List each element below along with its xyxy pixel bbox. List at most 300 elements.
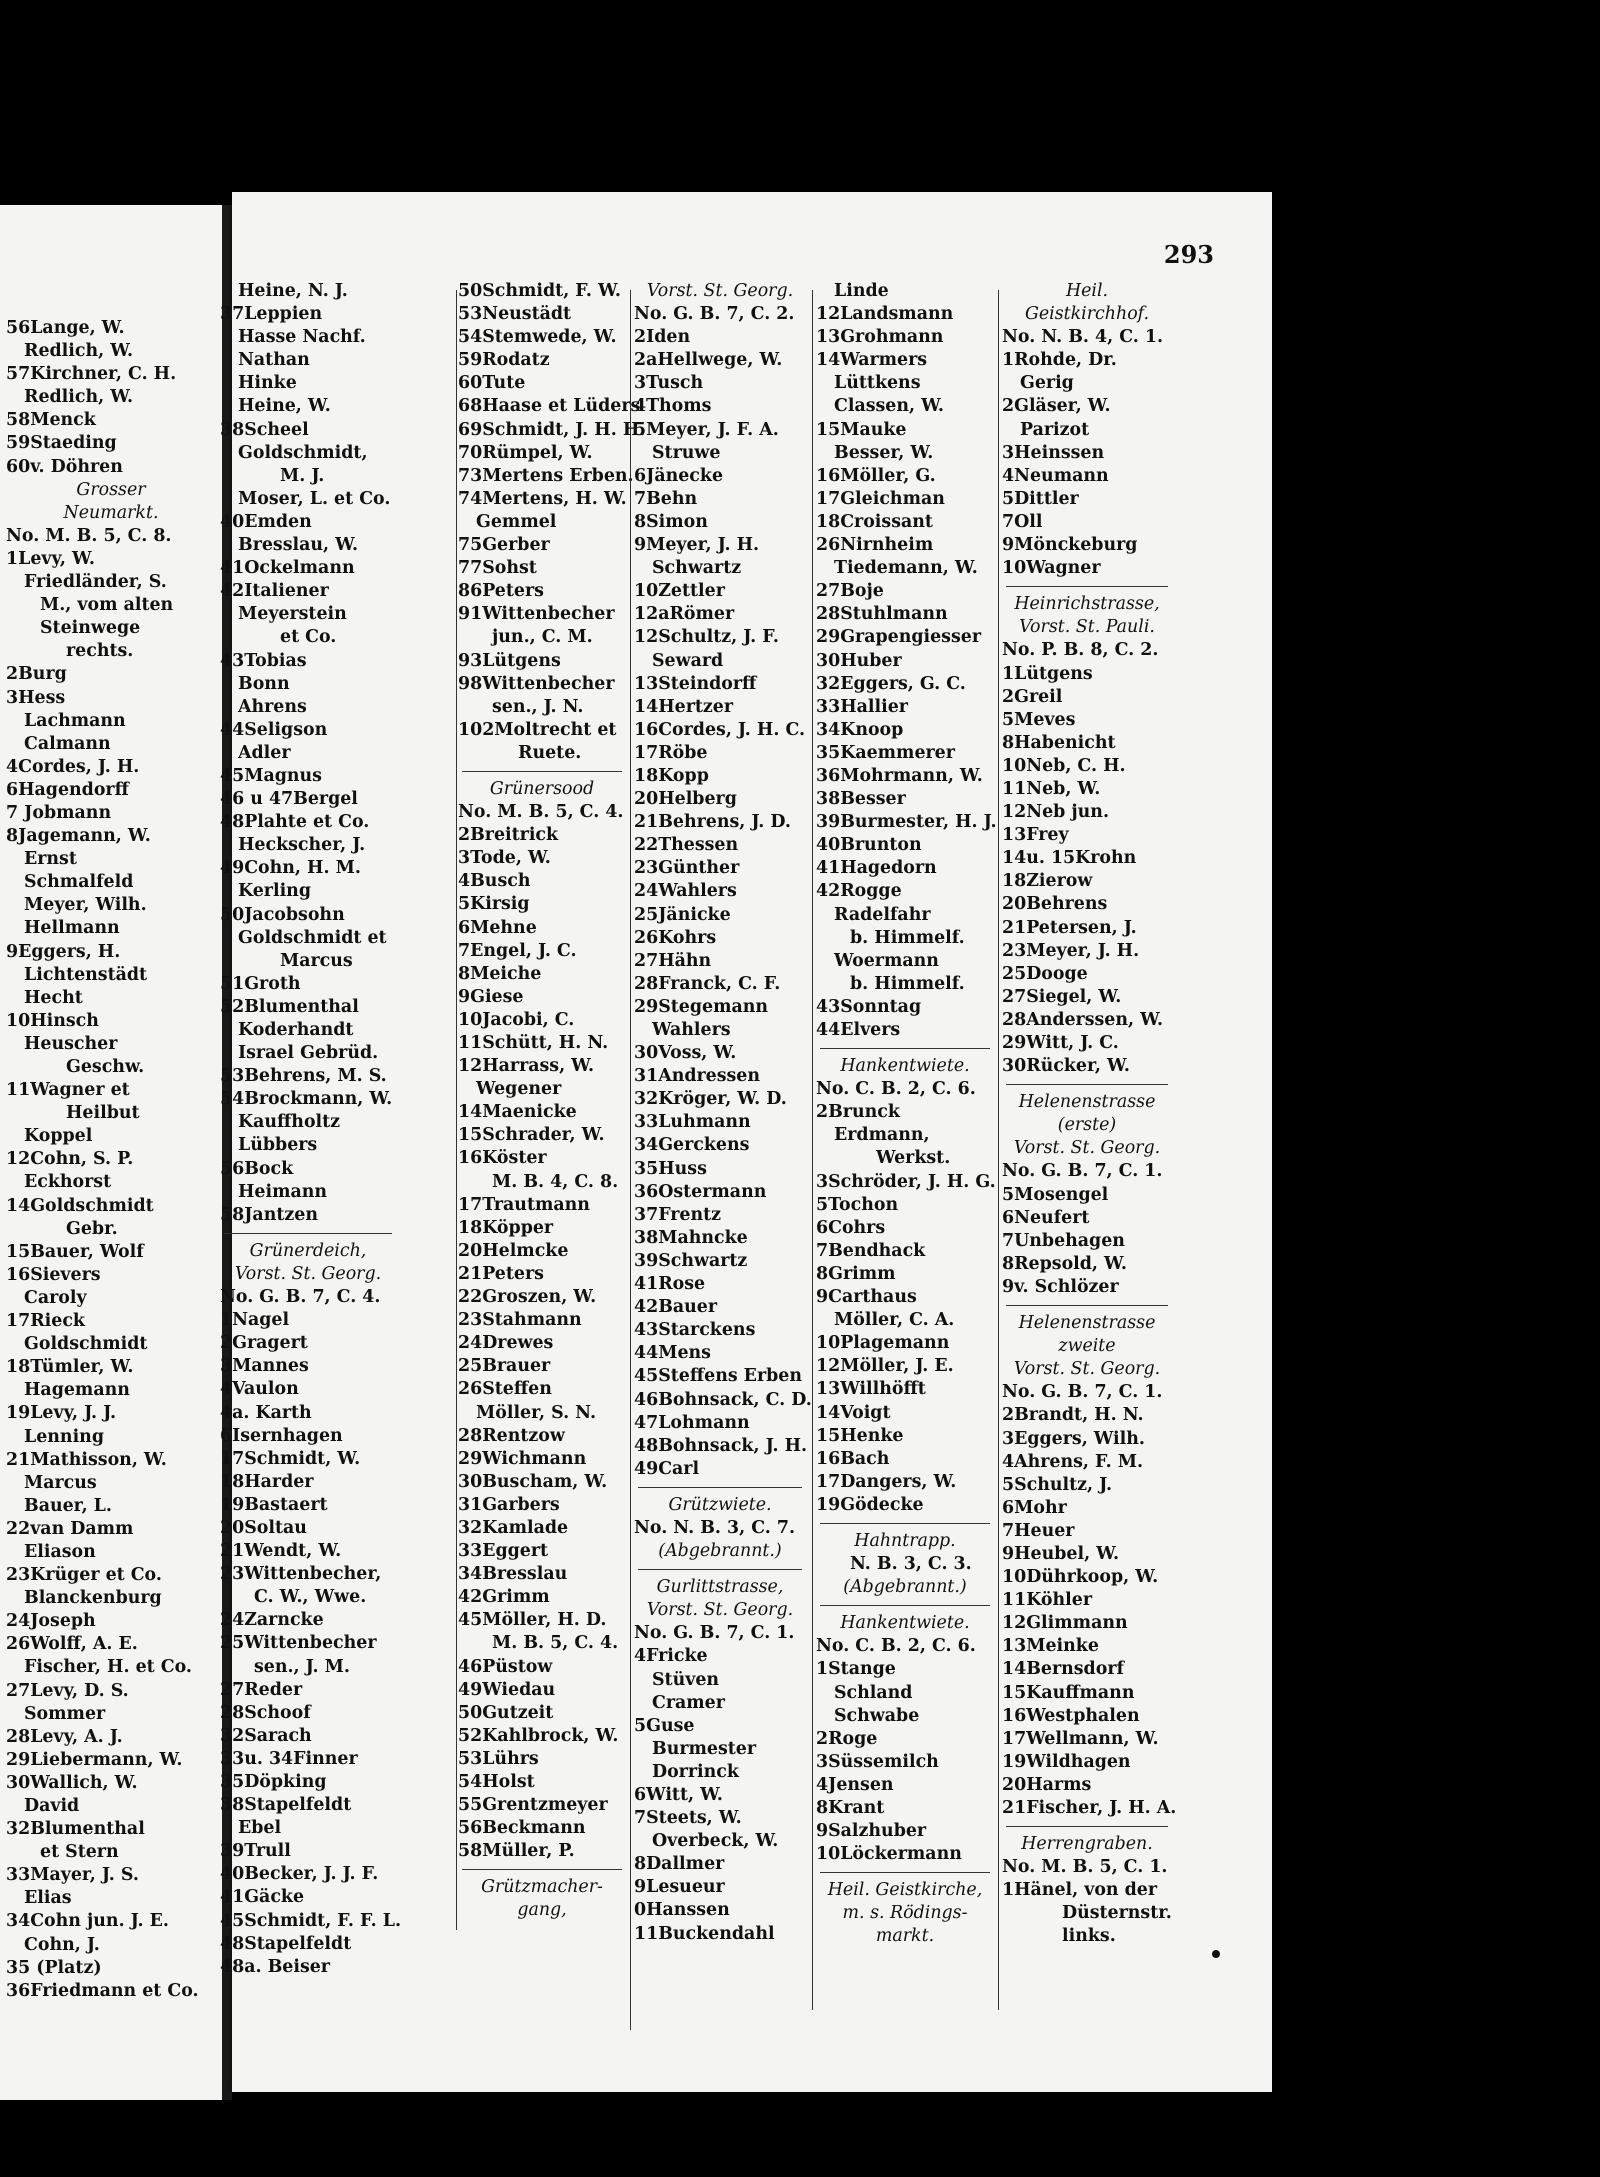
right-page — [220, 192, 1272, 2092]
directory-column-3 — [634, 280, 812, 1946]
directory-entry: 19Gödecke — [816, 1494, 924, 1515]
directory-entry: M. B. 5, C. 4. — [492, 1633, 619, 1654]
directory-entry: Ruete. — [518, 742, 582, 763]
directory-entry: Hagemann — [24, 1380, 130, 1401]
directory-entry: 18Köpper — [458, 1217, 554, 1238]
directory-entry: links. — [1062, 1926, 1116, 1947]
directory-entry: Heckscher, J. — [238, 835, 366, 856]
directory-entry: 6Hagendorff — [6, 779, 129, 800]
ink-dot — [1212, 1950, 1220, 1958]
directory-entry: 7Unbehagen — [1002, 1230, 1125, 1251]
directory-entry: 17Wellmann, W. — [1002, 1728, 1159, 1749]
directory-entry: 9Heubel, W. — [1002, 1543, 1120, 1564]
directory-entry: Ebel — [238, 1818, 282, 1839]
directory-entry: 4Busch — [458, 871, 531, 892]
directory-entry: 11Neb, W. — [1002, 778, 1101, 799]
directory-entry: 12aRömer — [634, 604, 735, 625]
directory-entry: 5Mosengel — [1002, 1184, 1109, 1205]
directory-entry: 12Glimmann — [1002, 1613, 1128, 1634]
directory-entry: 70Rümpel, W. — [458, 442, 593, 463]
directory-entry: 40Brunton — [816, 835, 922, 856]
directory-entry: Israel Gebrüd. — [238, 1043, 379, 1064]
directory-entry: 74Mertens, H. W. — [458, 488, 627, 509]
directory-entry: David — [24, 1796, 80, 1816]
directory-entry: 42Rogge — [816, 881, 902, 902]
directory-entry: 59Staeding — [6, 433, 117, 454]
directory-entry: 42Grimm — [458, 1587, 550, 1608]
section-rule — [820, 1523, 990, 1524]
directory-entry: 1Hänel, von der — [1002, 1880, 1158, 1901]
directory-entry: 33Hallier — [816, 696, 908, 717]
street-heading: Grünersood — [489, 778, 595, 799]
directory-entry: Lichtenstädt — [24, 964, 148, 985]
directory-entry: 56Lange, W. — [6, 318, 125, 338]
directory-entry: No. G. B. 7, C. 2. — [634, 304, 795, 325]
directory-entry: 25Jänicke — [634, 904, 731, 925]
directory-entry: 9Lesueur — [634, 1877, 725, 1898]
directory-entry: 26Steffen — [458, 1379, 552, 1400]
directory-entry: No. G. B. 7, C. 4. — [220, 1287, 381, 1308]
directory-entry: Seward — [652, 650, 724, 671]
directory-entry: 5Guse — [634, 1715, 695, 1736]
directory-entry: 45Schmidt, F. F. L. — [220, 1910, 401, 1931]
directory-entry: Friedländer, S. — [24, 572, 167, 593]
directory-entry: 1Levy, W. — [6, 548, 95, 569]
directory-entry: 8Krant — [816, 1798, 885, 1818]
directory-entry: 6Jänecke — [634, 465, 724, 486]
directory-entry: 16Westphalen — [1002, 1705, 1140, 1726]
directory-entry: 28Levy, A. J. — [6, 1726, 123, 1747]
directory-entry: No. M. B. 5, C. 1. — [1002, 1857, 1168, 1878]
directory-entry: 41Gäcke — [220, 1887, 305, 1908]
directory-entry: 44Elvers — [816, 1020, 901, 1040]
section-rule — [1006, 1084, 1168, 1085]
street-heading: (erste) — [1057, 1115, 1117, 1136]
directory-entry: 23Krüger et Co. — [6, 1565, 162, 1586]
directory-entry: 98Wittenbecher — [458, 673, 615, 694]
directory-entry: 39Schwartz — [634, 1250, 748, 1271]
directory-entry: 11Wagner et — [6, 1080, 130, 1101]
directory-entry: b. Himmelf. — [850, 927, 965, 948]
street-heading: zweite — [1058, 1336, 1116, 1357]
directory-entry: Bauer, L. — [24, 1495, 112, 1516]
directory-column-4 — [816, 280, 997, 1949]
directory-entry: 4a. Karth — [220, 1402, 312, 1423]
directory-entry: 45Steffens Erben — [634, 1366, 802, 1387]
street-heading: Grützwiete. — [668, 1494, 772, 1515]
directory-entry: 24Wahlers — [634, 881, 737, 902]
directory-entry: 2Burg — [6, 664, 67, 685]
street-heading: Hahntrapp. — [854, 1530, 956, 1551]
directory-entry: 53Neustädt — [458, 304, 572, 325]
directory-entry: 18Tümler, W. — [6, 1357, 134, 1378]
directory-entry: 49Wiedau — [458, 1679, 556, 1700]
directory-entry: 56Beckmann — [458, 1818, 586, 1839]
directory-entry: 6Isernhagen — [220, 1425, 343, 1446]
section-rule — [1006, 586, 1168, 587]
directory-entry: 8Simon — [634, 511, 708, 532]
directory-entry: 9Carthaus — [816, 1287, 917, 1308]
directory-entry: Elias — [24, 1888, 72, 1909]
directory-entry: 23Meyer, J. H. — [1002, 940, 1140, 961]
street-heading: Heinrichstrasse, — [1014, 594, 1160, 615]
street-heading: Hankentwiete. — [840, 1613, 970, 1634]
directory-entry: 49Cohn, H. M. — [220, 858, 361, 879]
street-heading: Vorst. St. Georg. — [1013, 1359, 1161, 1380]
directory-entry: No. M. B. 5, C. 4. — [458, 802, 624, 823]
directory-entry: Heine, N. J. — [238, 281, 348, 301]
column-divider — [456, 290, 457, 1930]
directory-entry: 4Fricke — [634, 1646, 708, 1667]
directory-entry: 34Cohn jun. J. E. — [6, 1911, 169, 1932]
directory-column-5 — [1002, 280, 1177, 1949]
directory-entry: Düsternstr. — [1062, 1903, 1172, 1924]
directory-entry: Woermann — [834, 950, 939, 971]
directory-entry: 2Iden — [634, 327, 691, 348]
directory-entry: 2Brandt, H. N. — [1002, 1405, 1144, 1426]
directory-entry: 36Friedmann et Co. — [6, 1980, 199, 2001]
directory-entry: 6Neufert — [1002, 1207, 1090, 1228]
directory-entry: 8Dallmer — [634, 1854, 725, 1875]
directory-entry: Heilbut — [66, 1103, 140, 1124]
directory-entry: 16Köster — [458, 1148, 547, 1169]
directory-entry: Classen, W. — [834, 396, 944, 417]
directory-entry: Gemmel — [476, 511, 557, 532]
directory-column-2 — [458, 280, 646, 1923]
directory-entry: 51Groth — [220, 973, 301, 994]
directory-entry: Bonn — [238, 673, 290, 694]
directory-entry: 52Kahlbrock, W. — [458, 1725, 619, 1746]
directory-entry: 32Eggers, G. C. — [816, 673, 966, 694]
directory-entry: Stüven — [652, 1669, 720, 1690]
column-divider — [630, 290, 631, 2030]
street-heading: Hankentwiete. — [840, 1056, 970, 1077]
directory-entry: No. N. B. 4, C. 1. — [1002, 327, 1164, 348]
directory-entry: Koderhandt — [238, 1020, 354, 1040]
directory-entry: Tiedemann, W. — [834, 558, 978, 579]
directory-entry: 8Grimm — [816, 1263, 896, 1284]
directory-entry: 69Schmidt, J. H. H. — [458, 419, 646, 440]
directory-entry: 31Garbers — [458, 1494, 560, 1515]
directory-entry: 3Hess — [6, 687, 66, 708]
directory-entry: 25Wittenbecher — [220, 1633, 377, 1654]
directory-entry: 3Schröder, J. H. G. — [816, 1171, 996, 1192]
directory-entry: 93Lütgens — [458, 650, 561, 671]
directory-entry: Lübbers — [238, 1135, 318, 1156]
directory-entry: 59Rodatz — [458, 350, 550, 371]
directory-entry: 25Dooge — [1002, 963, 1088, 984]
street-heading: Grünerdeich, — [249, 1240, 367, 1261]
directory-entry: 38Scheel — [220, 419, 309, 440]
directory-entry: 47Lohmann — [634, 1412, 750, 1433]
street-heading: Vorst. St. Georg. — [646, 281, 794, 301]
directory-entry: Ahrens — [238, 696, 307, 717]
directory-entry: 8Meiche — [458, 963, 542, 984]
directory-entry: 2aHellwege, W. — [634, 350, 783, 371]
directory-entry: Hasse Nachf. — [238, 327, 366, 348]
directory-entry: 35Kaemmerer — [816, 742, 955, 763]
directory-entry: 20Soltau — [220, 1517, 307, 1538]
directory-entry: 12Möller, J. E. — [816, 1356, 954, 1377]
directory-entry: 57Kirchner, C. H. — [6, 364, 177, 385]
section-rule — [1006, 1305, 1168, 1306]
street-heading: Vorst. St. Georg. — [234, 1263, 382, 1284]
directory-entry: 14u. 15Krohn — [1002, 848, 1137, 869]
directory-entry: 33u. 34Finner — [220, 1748, 358, 1769]
directory-entry: 13Steindorff — [634, 673, 757, 694]
section-rule — [820, 1872, 990, 1873]
directory-entry: 17Dangers, W. — [816, 1471, 957, 1492]
directory-entry: 2Roge — [816, 1728, 878, 1749]
directory-entry: 33Mayer, J. S. — [6, 1865, 139, 1886]
directory-entry: 27Reder — [220, 1679, 303, 1700]
directory-entry: 25Brauer — [458, 1356, 551, 1377]
directory-entry: Schmalfeld — [24, 872, 134, 893]
directory-entry: 27Boje — [816, 581, 884, 602]
directory-entry: 29Stegemann — [634, 996, 769, 1017]
street-heading: (Abgebrannt.) — [843, 1577, 967, 1598]
directory-entry: 50Gutzeit — [458, 1702, 554, 1723]
directory-entry: et Stern — [40, 1842, 119, 1863]
directory-entry: 30Rücker, W. — [1002, 1056, 1130, 1077]
directory-entry: Ernst — [24, 849, 77, 870]
directory-entry: 53Behrens, M. S. — [220, 1066, 387, 1087]
directory-entry: 7Engel, J. C. — [458, 940, 577, 961]
directory-entry: rechts. — [66, 641, 134, 662]
directory-entry: Gerig — [1020, 373, 1074, 394]
directory-entry: 48Plahte et Co. — [220, 812, 370, 833]
directory-entry: 1Nagel — [220, 1310, 290, 1331]
directory-entry: 20Helberg — [634, 789, 737, 810]
directory-entry: 77Sohst — [458, 558, 537, 579]
directory-entry: 68Haase et Lüders — [458, 396, 641, 417]
directory-entry: 60v. Döhren — [6, 456, 123, 477]
directory-entry: 38Stapelfeldt — [220, 1795, 352, 1816]
directory-entry: M. B. 4, C. 8. — [492, 1171, 619, 1192]
directory-entry: 10Hinsch — [6, 1010, 99, 1031]
directory-entry: Moser, L. et Co. — [238, 488, 391, 509]
directory-entry: 24Zarncke — [220, 1610, 324, 1631]
directory-entry: 5Tochon — [816, 1194, 899, 1215]
directory-entry: 14Goldschmidt — [6, 1195, 154, 1216]
directory-entry: Struwe — [652, 442, 721, 463]
directory-entry: Linde — [834, 281, 889, 301]
directory-entry: 2Gragert — [220, 1333, 308, 1354]
directory-entry: 91Wittenbecher — [458, 604, 615, 625]
directory-entry: 2Brunck — [816, 1102, 900, 1123]
street-heading: Herrengraben. — [1021, 1834, 1153, 1855]
directory-entry: 30Buscham, W. — [458, 1471, 608, 1492]
directory-entry: 39Trull — [220, 1841, 291, 1862]
directory-entry: 17Schmidt, W. — [220, 1448, 361, 1469]
directory-entry: 4Vaulon — [220, 1379, 299, 1400]
directory-entry: 44Mens — [634, 1343, 711, 1364]
directory-entry: Erdmann, — [834, 1125, 930, 1146]
directory-entry: Möller, C. A. — [834, 1310, 955, 1331]
directory-entry: 45Möller, H. D. — [458, 1610, 607, 1631]
directory-entry: 20Behrens — [1002, 894, 1108, 915]
directory-entry: 14Bernsdorf — [1002, 1659, 1124, 1680]
directory-entry: Marcus — [280, 950, 353, 971]
directory-entry: sen., J. N. — [492, 696, 584, 717]
directory-entry: 36Ostermann — [634, 1181, 767, 1202]
directory-entry: N. B. 3, C. 3. — [850, 1554, 972, 1575]
directory-entry: 33Eggert — [458, 1541, 549, 1562]
directory-entry: 28Rentzow — [458, 1425, 565, 1446]
directory-entry: Fischer, H. et Co. — [24, 1657, 192, 1678]
directory-entry: 21Fischer, J. H. A. — [1002, 1798, 1177, 1818]
directory-entry: Besser, W. — [834, 442, 934, 463]
directory-entry: Heine, W. — [238, 396, 331, 417]
street-heading: markt. — [875, 1926, 935, 1947]
directory-entry: 10Neb, C. H. — [1002, 755, 1126, 776]
directory-entry: 29Wichmann — [458, 1448, 587, 1469]
directory-entry: No. N. B. 3, C. 7. — [634, 1517, 796, 1538]
directory-entry: Bresslau, W. — [238, 535, 359, 556]
directory-entry: 12Schultz, J. F. — [634, 627, 779, 648]
directory-entry: 1Stange — [816, 1659, 896, 1680]
directory-entry: 29Witt, J. C. — [1002, 1033, 1119, 1053]
directory-entry: 4Neumann — [1002, 465, 1109, 486]
directory-entry: 6Witt, W. — [634, 1785, 723, 1805]
directory-entry: Hinke — [238, 373, 297, 394]
directory-column-1 — [220, 280, 401, 1979]
directory-entry: 21Mathisson, W. — [6, 1449, 167, 1470]
directory-entry: 9Mönckeburg — [1002, 535, 1138, 556]
directory-entry: Overbeck, W. — [652, 1831, 779, 1852]
directory-entry: 9Salzhuber — [816, 1821, 927, 1842]
street-heading: m. s. Rödings- — [842, 1903, 968, 1924]
directory-entry: 15Kauffmann — [1002, 1682, 1135, 1703]
directory-entry: 29Grapengiesser — [816, 627, 981, 648]
street-heading: Geistkirchhof. — [1024, 304, 1150, 325]
directory-entry: 5Schultz, J. — [1002, 1474, 1113, 1495]
directory-entry: Goldschmidt — [24, 1334, 148, 1355]
directory-entry: 41Rose — [634, 1274, 706, 1295]
directory-entry: Hellmann — [24, 918, 120, 939]
directory-entry: 21Behrens, J. D. — [634, 812, 791, 833]
directory-entry: 14Warmers — [816, 350, 928, 371]
directory-entry: Kerling — [238, 881, 311, 902]
directory-entry: 16Möller, G. — [816, 465, 936, 486]
directory-entry: 4Jensen — [816, 1774, 894, 1795]
directory-entry: 17Gleichman — [816, 488, 945, 509]
left-page-column — [6, 317, 216, 2003]
directory-entry: 40Emden — [220, 511, 312, 532]
directory-entry: 13Grohmann — [816, 327, 944, 348]
directory-entry: Cohn, J. — [24, 1934, 100, 1955]
directory-entry: 11Köhler — [1002, 1590, 1093, 1611]
section-rule — [638, 1487, 802, 1488]
directory-entry: No. G. B. 7, C. 1. — [1002, 1382, 1163, 1403]
directory-entry: 18Kopp — [634, 765, 709, 786]
directory-entry: Calmann — [24, 733, 111, 754]
directory-entry: 12Neb jun. — [1002, 802, 1110, 823]
directory-entry: 17Röbe — [634, 742, 708, 763]
directory-entry: jun., C. M. — [492, 627, 593, 648]
directory-entry: M. J. — [280, 465, 325, 486]
directory-entry: 4Thoms — [634, 396, 712, 417]
section-rule — [462, 1869, 622, 1870]
street-heading: Gurlittstrasse, — [656, 1577, 784, 1598]
directory-entry: 42Bauer — [634, 1297, 718, 1318]
directory-entry: 54Brockmann, W. — [220, 1089, 393, 1110]
directory-entry: 34Bresslau — [458, 1564, 568, 1585]
directory-entry: 44Seligson — [220, 719, 328, 740]
street-heading: Helenenstrasse — [1018, 1092, 1156, 1113]
street-heading: Heil. Geistkirche, — [827, 1880, 983, 1901]
directory-entry: 12Cohn, S. P. — [6, 1149, 134, 1170]
directory-entry: Werkst. — [876, 1148, 951, 1169]
directory-entry: 37Frentz — [634, 1204, 722, 1225]
street-heading: Neumarkt. — [63, 502, 159, 523]
directory-entry: 46Püstow — [458, 1656, 553, 1677]
street-heading: gang, — [517, 1900, 567, 1921]
directory-entry: Goldschmidt et — [238, 927, 387, 948]
directory-entry: Schwartz — [652, 558, 742, 579]
directory-entry: 50Jacobsohn — [220, 904, 345, 925]
directory-entry: 102Moltrecht et — [458, 719, 617, 740]
directory-entry: 5Meves — [1002, 709, 1076, 730]
directory-entry: 15Bauer, Wolf — [6, 1241, 144, 1262]
column-divider — [812, 290, 813, 2010]
directory-entry: 35Döpking — [220, 1772, 327, 1792]
directory-entry: 13Meinke — [1002, 1636, 1099, 1657]
directory-entry: 16Cordes, J. H. C. — [634, 719, 806, 740]
directory-entry: 39Burmester, H. J. — [816, 812, 997, 833]
directory-entry: 14Hertzer — [634, 696, 733, 717]
directory-entry: Wegener — [476, 1079, 562, 1100]
directory-entry: 17Trautmann — [458, 1194, 590, 1215]
directory-entry: 27Levy, D. S. — [6, 1680, 129, 1701]
directory-entry: 3Süssemilch — [816, 1751, 939, 1772]
directory-entry: 52Blumenthal — [220, 996, 359, 1017]
directory-entry: 34Gerckens — [634, 1135, 750, 1156]
directory-entry: 32Blumenthal — [6, 1819, 145, 1840]
directory-entry: 24Joseph — [6, 1611, 96, 1632]
directory-entry: 18Croissant — [816, 511, 933, 532]
directory-entry: 28Schoof — [220, 1702, 311, 1723]
directory-entry: Kauffholtz — [238, 1112, 341, 1133]
directory-entry: 7Heuer — [1002, 1520, 1075, 1541]
directory-entry: Koppel — [24, 1126, 93, 1147]
directory-entry: 22Thessen — [634, 835, 739, 856]
directory-entry: 4Cordes, J. H. — [6, 756, 140, 777]
directory-entry: 50Schmidt, F. W. — [458, 281, 621, 301]
directory-entry: 23Günther — [634, 858, 740, 879]
directory-entry: 5Meyer, J. F. A. — [634, 419, 779, 440]
directory-entry: 18Zierow — [1002, 871, 1093, 892]
directory-entry: Adler — [238, 742, 291, 763]
directory-entry: 31Andressen — [634, 1066, 761, 1087]
directory-entry: 17Rieck — [6, 1311, 85, 1332]
directory-entry: 14Maenicke — [458, 1102, 577, 1123]
directory-entry: 32Kröger, W. D. — [634, 1089, 787, 1110]
directory-entry: 32Sarach — [220, 1725, 312, 1746]
directory-entry: Eliason — [24, 1541, 96, 1562]
street-heading: Vorst. St. Georg. — [646, 1600, 794, 1621]
directory-entry: Nathan — [238, 350, 310, 371]
directory-entry: Geschw. — [66, 1057, 145, 1077]
directory-entry: 3Heinssen — [1002, 442, 1105, 463]
page-number: 293 — [1163, 240, 1214, 269]
directory-entry: 15Henke — [816, 1425, 904, 1446]
directory-entry: 35Huss — [634, 1158, 707, 1179]
street-heading: Heil. — [1065, 281, 1109, 301]
directory-entry: 28Anderssen, W. — [1002, 1009, 1163, 1030]
directory-entry: 28Stuhlmann — [816, 604, 948, 625]
directory-entry: et Co. — [280, 627, 337, 648]
